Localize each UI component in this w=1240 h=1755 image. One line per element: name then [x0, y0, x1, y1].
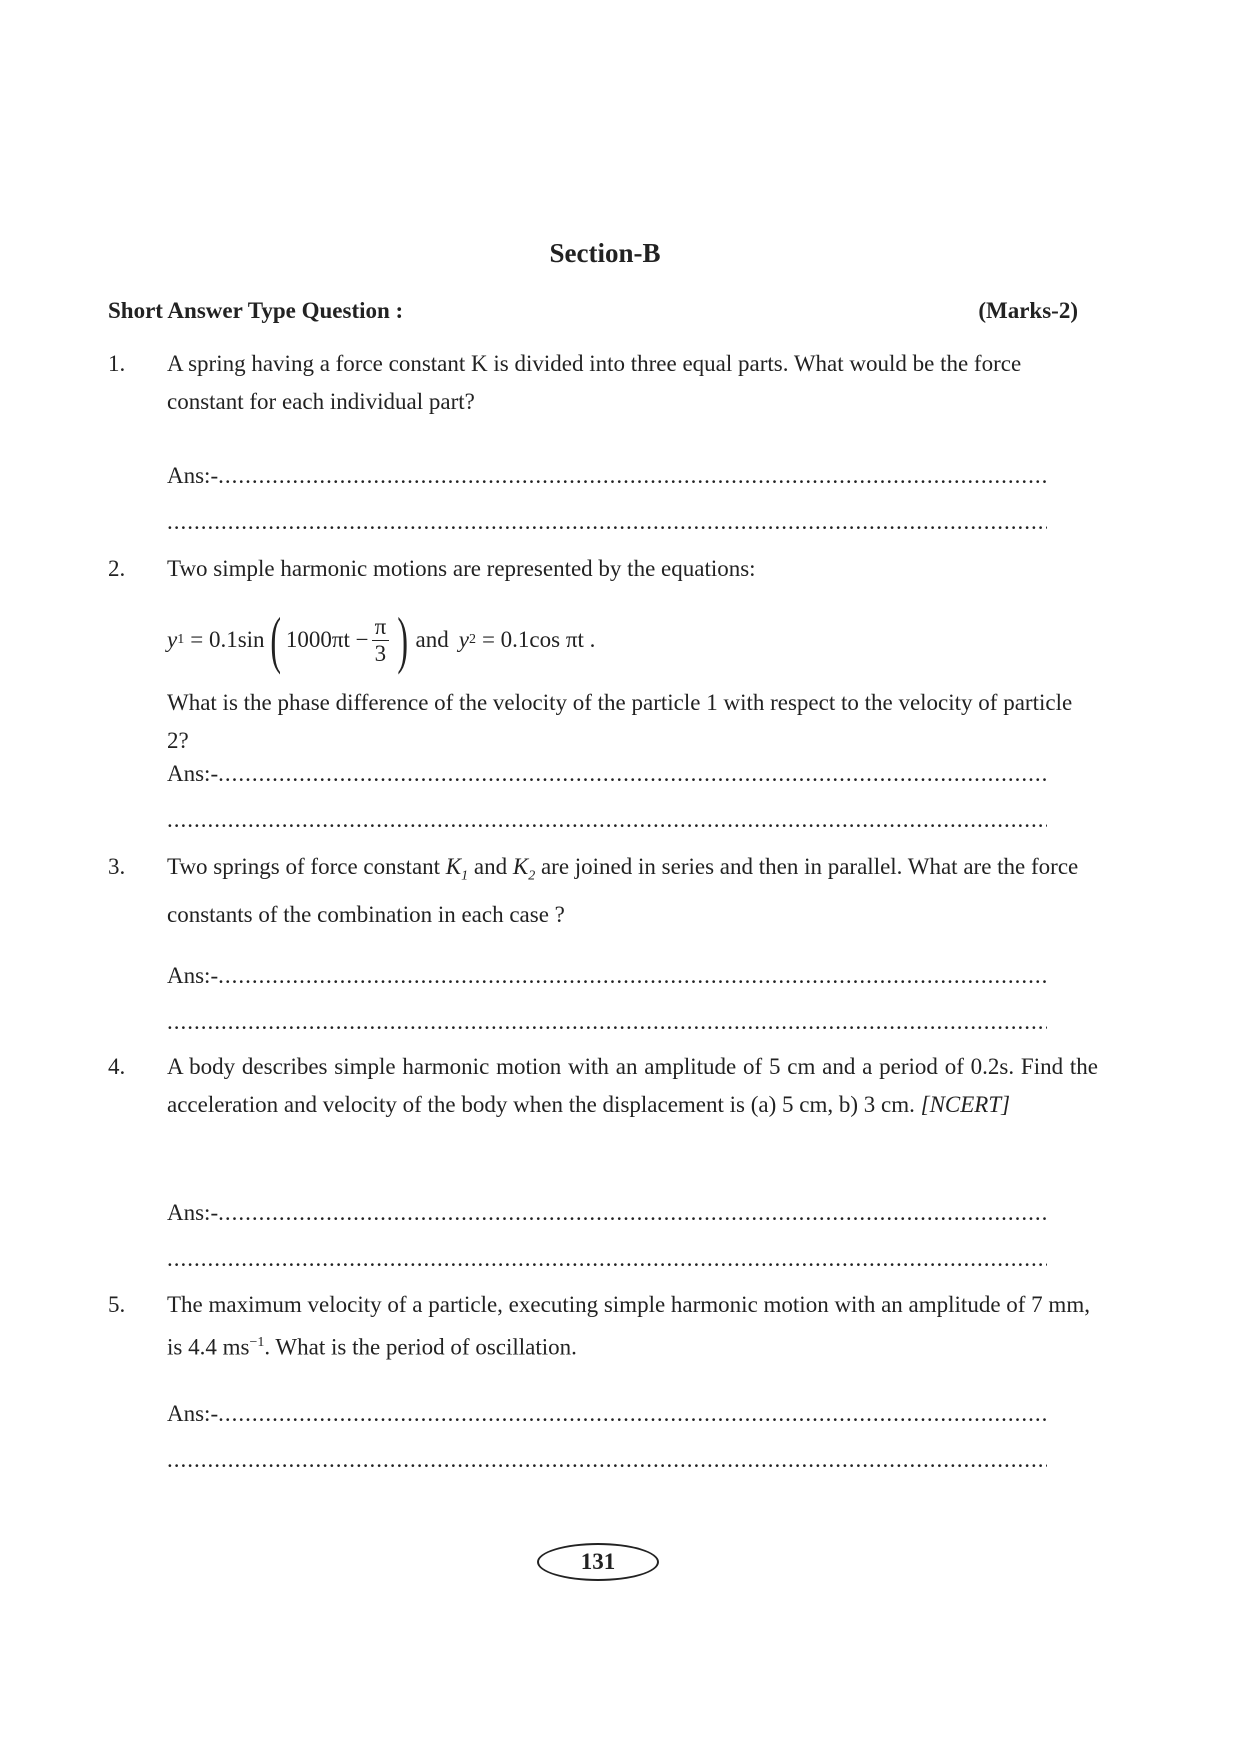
question-number: 2.: [108, 556, 126, 581]
answer-dots: [167, 1445, 1047, 1475]
question-number: 1.: [108, 351, 126, 376]
answer-dots: [218, 759, 1047, 789]
section-subheading: [108, 298, 1078, 324]
answer-lines-2: [167, 759, 1047, 835]
question-text: Two springs of force constant $K_1$ and $K_2$ are joined in series and then in parallel. What are the force constants of the combination in each case ?: [167, 854, 1079, 927]
answer-dots: [167, 507, 1047, 537]
section-title: Section-B: [549, 238, 661, 268]
answer-lines-1: [167, 461, 1047, 537]
question-text: The maximum velocity of a particle, executing simple harmonic motion with an amplitude of 7 mm, is 4.4 $ms^{-1}$. What is the period of oscillation.: [167, 1292, 1090, 1360]
question-number: 3.: [108, 854, 126, 879]
answer-label: Ans:-: [167, 1401, 219, 1426]
question-text: A body describes simple harmonic motion with an amplitude of 5 cm and a period of 0.2s. Find the acceleration and velocity of the body when the displacement is (a) 5 cm, b) 3 cm. [NCERT]: [167, 1054, 1098, 1117]
question-type-label: Short Answer Type Question :: [108, 298, 404, 323]
question-text: Two simple harmonic motions are represented by the equations:: [167, 556, 756, 581]
answer-label: Ans:-: [167, 463, 219, 488]
answer-lines-3: [167, 961, 1047, 1037]
question-text: What is the phase difference of the velocity of the particle 1 with respect to the velocity of particle 2?: [167, 690, 1073, 753]
answer-label: Ans:-: [167, 963, 219, 988]
equation: y 1 = 0.1sin ( 1000πt − $\frac{\pi}{3}$ ) and y 2 = 0.1cos πt .: [167, 604, 596, 675]
answer-lines-5: [167, 1399, 1047, 1475]
fraction: $\frac{\pi}{3}$: [372, 614, 390, 667]
answer-lines-4: [167, 1198, 1047, 1274]
question-number: 5.: [108, 1292, 126, 1317]
answer-dots: [167, 1244, 1047, 1274]
marks-label: (Marks-2): [978, 298, 1078, 323]
answer-label: Ans:-: [167, 1200, 219, 1225]
question-text: A spring having a force constant K is divided into three equal parts. What would be the force constant for each individual part?: [167, 351, 1022, 414]
answer-dots: [218, 1198, 1047, 1228]
reference: [NCERT]: [920, 1092, 1011, 1117]
answer-dots: [218, 461, 1047, 491]
answer-dots: [167, 805, 1047, 835]
page-number: 131: [537, 1543, 659, 1581]
answer-dots: [218, 961, 1047, 991]
answer-label: Ans:-: [167, 761, 219, 786]
question-number: 4.: [108, 1054, 126, 1079]
answer-dots: [218, 1399, 1047, 1429]
answer-dots: [167, 1007, 1047, 1037]
